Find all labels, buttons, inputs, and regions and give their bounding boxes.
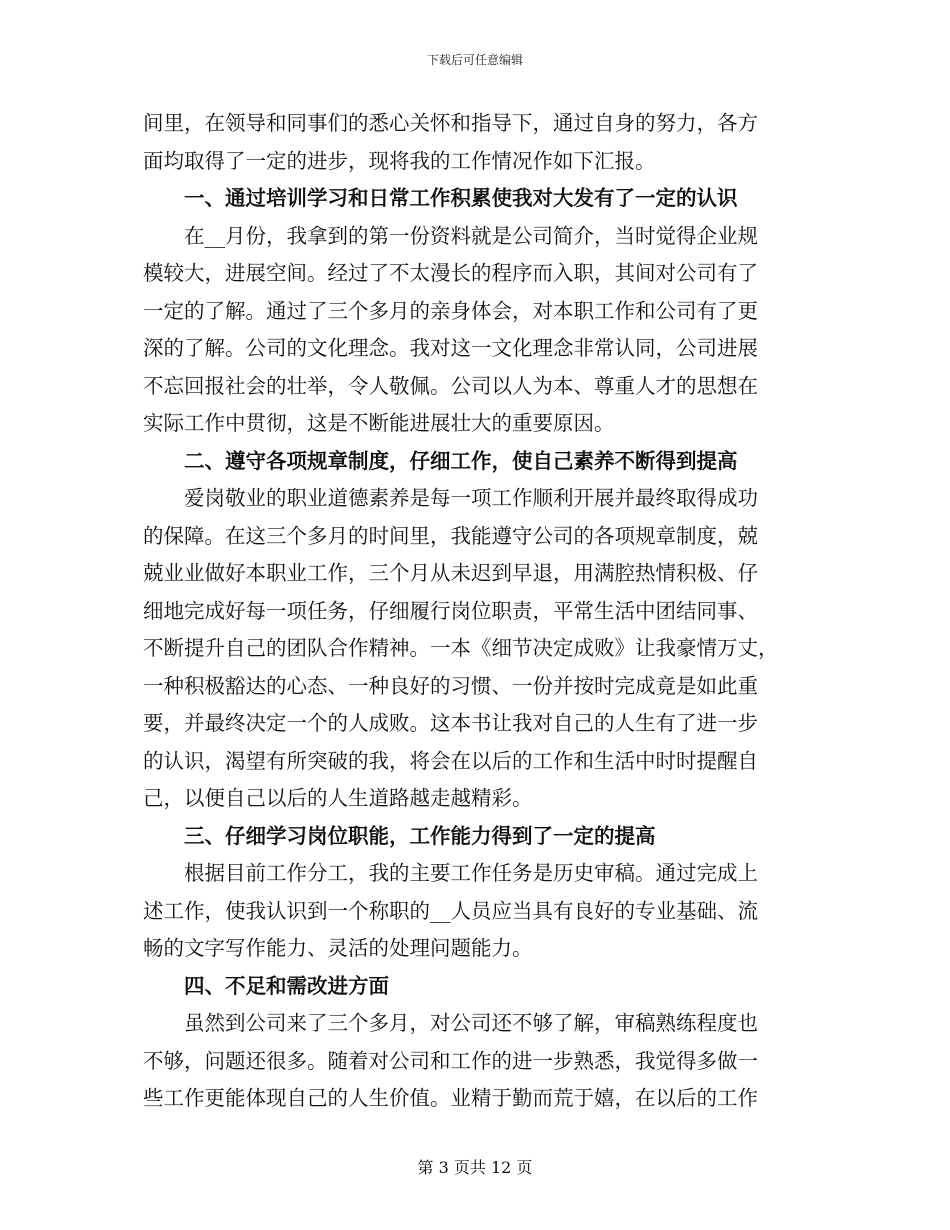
body-line: 实际工作中贯彻，这是不断能进展壮大的重要原因。 xyxy=(143,411,615,435)
body-line: 深的了解。公司的文化理念。我对这一文化理念非常认同，公司进展 xyxy=(143,336,758,360)
body-line: 己，以便自己以后的人生道路越走越精彩。 xyxy=(143,786,533,810)
body-line: 不断提升自己的团队合作精神。一本《细节决定成败》让我豪情万丈， xyxy=(143,636,779,660)
body-line: 细地完成好每一项任务，仔细履行岗位职责，平常生活中团结同事、 xyxy=(143,598,758,623)
body-line: 述工作，使我认识到一个称职的__人员应当具有良好的专业基础、流 xyxy=(143,898,758,923)
body-line: 些工作更能体现自己的人生价值。业精于勤而荒于嬉，在以后的工作 xyxy=(143,1086,758,1110)
body-line: 的认识，渴望有所突破的我，将会在以后的工作和生活中时时提醒自 xyxy=(143,748,758,773)
body-line: 畅的文字写作能力、灵活的处理问题能力。 xyxy=(143,936,533,960)
section-heading-3: 三、仔细学习岗位职能，工作能力得到了一定的提高 xyxy=(184,823,656,848)
body-line: 在__月份，我拿到的第一份资料就是公司简介，当时觉得企业规 xyxy=(184,223,758,248)
body-line: 不忘回报社会的壮举，令人敬佩。公司以人为本、尊重人才的思想在 xyxy=(143,373,758,398)
body-line: 模较大，进展空间。经过了不太漫长的程序而入职，其间对公司有了 xyxy=(143,261,758,285)
body-line: 兢业业做好本职业工作，三个月从未迟到早退，用满腔热情积极、仔 xyxy=(143,561,758,585)
body-line: 一种积极豁达的心态、一种良好的习惯、一份并按时完成竟是如此重 xyxy=(143,673,758,698)
body-line: 不够，问题还很多。随着对公司和工作的进一步熟悉，我觉得多做一 xyxy=(143,1048,758,1073)
section-heading-1: 一、通过培训学习和日常工作积累使我对大发有了一定的认识 xyxy=(184,186,738,210)
section-heading-2: 二、遵守各项规章制度，仔细工作，使自己素养不断得到提高 xyxy=(184,448,738,473)
document-body xyxy=(143,105,803,1118)
page-header: 下载后可任意编辑 xyxy=(426,53,523,67)
body-line: 面均取得了一定的进步，现将我的工作情况作如下汇报。 xyxy=(143,148,656,173)
body-line: 一定的了解。通过了三个多月的亲身体会，对本职工作和公司有了更 xyxy=(143,298,758,323)
body-line: 虽然到公司来了三个多月，对公司还不够了解，审稿熟练程度也 xyxy=(184,1011,758,1035)
body-line: 根据目前工作分工，我的主要工作任务是历史审稿。通过完成上 xyxy=(184,861,758,885)
page-number: 第 3 页共 12 页 xyxy=(417,1158,533,1177)
body-line: 要，并最终决定一个的人成败。这本书让我对自己的人生有了进一步 xyxy=(143,711,758,735)
body-line: 的保障。在这三个多月的时间里，我能遵守公司的各项规章制度，兢 xyxy=(143,523,758,548)
body-line: 间里，在领导和同事们的悉心关怀和指导下，通过自身的努力，各方 xyxy=(143,111,758,135)
body-line: 爱岗敬业的职业道德素养是每一项工作顺利开展并最终取得成功 xyxy=(184,486,758,510)
section-heading-4: 四、不足和需改进方面 xyxy=(184,973,389,998)
